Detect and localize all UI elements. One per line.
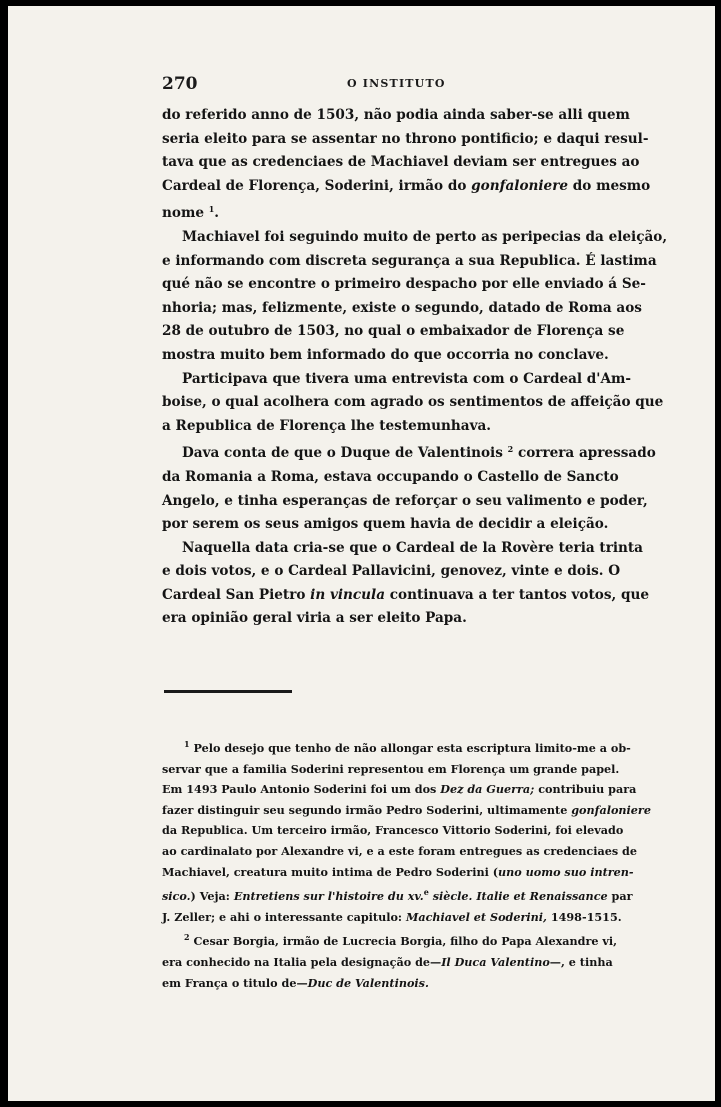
text-line: Cardeal de Florença, Soderini, irmão do gonfaloniere do mesmo xyxy=(162,177,651,194)
footnote-ref: 2 xyxy=(507,444,514,455)
text-line: qué não se encontre o primeiro despacho por elle enviado á Se- xyxy=(162,276,646,293)
running-title: O INSTITUTO xyxy=(347,77,446,90)
text-line: Cardeal San Pietro in vincula continuava a ter tantos votos, que xyxy=(162,586,649,603)
footnote-line: era conhecido na Italia pela designação de—Il Duca Valentino—, e tinha xyxy=(162,954,613,969)
text-line: Machiavel foi seguindo muito de perto as peripecias da eleição, xyxy=(182,228,668,245)
text-line: Participava que tivera uma entrevista com o Cardeal d'Am- xyxy=(182,370,632,387)
footnote-line: da Republica. Um terceiro irmão, Francesco Vittorio Soderini, foi elevado xyxy=(162,823,624,838)
footnote-ref: 1 xyxy=(208,204,215,215)
footnote-line: sico.) Veja: Entretiens sur l'histoire du xv.$^e$ siècle. Italie et Renaissance par xyxy=(162,887,633,904)
text-line: por serem os seus amigos quem havia de decidir a eleição. xyxy=(162,516,609,533)
text-line: nhoria; mas, felizmente, existe o segundo, datado de Roma aos xyxy=(162,299,642,316)
footnote-divider xyxy=(164,690,292,693)
text-line: a Republica de Florença lhe testemunhava. xyxy=(162,417,492,434)
page-header xyxy=(162,74,568,96)
footnote-line: fazer distinguir seu segundo irmão Pedro Soderini, ultimamente gonfaloniere xyxy=(162,802,651,817)
document-page xyxy=(8,6,715,1101)
footnote-line: $^1$ Pelo desejo que tenho de não allongar esta escriptura limito-me a ob- xyxy=(184,739,631,755)
page-number: 270 xyxy=(162,74,198,94)
text-line: e dois votos, e o Cardeal Pallavicini, genovez, vinte e dois. O xyxy=(162,563,621,580)
text-line: Naquella data cria-se que o Cardeal de la Rovère teria trinta xyxy=(182,539,643,556)
footnote-line: Em 1493 Paulo Antonio Soderini foi um dos Dez da Guerra; contribuiu para xyxy=(162,782,637,797)
text-line: Angelo, e tinha esperanças de reforçar o seu valimento e poder, xyxy=(162,492,648,509)
text-line: era opinião geral viria a ser eleito Papa. xyxy=(162,610,467,627)
text-line: da Romania a Roma, estava occupando o Castello de Sancto xyxy=(162,468,619,485)
text-line: seria eleito para se assentar no throno pontificio; e daqui resul- xyxy=(162,130,649,147)
footnote-line: J. Zeller; e ahi o interessante capitulo: Machiavel et Soderini, 1498-1515. xyxy=(162,909,622,924)
footnote-line: servar que a familia Soderini representou em Florença um grande papel. xyxy=(162,761,620,776)
footnote-marker: 1 xyxy=(184,739,190,749)
footnote-line: em França o titulo de—Duc de Valentinois. xyxy=(162,975,429,990)
text-line: boise, o qual acolhera com agrado os sentimentos de affeição que xyxy=(162,394,664,411)
footnote-marker: 2 xyxy=(184,932,190,943)
text-line: tava que as credenciaes de Machiavel deviam ser entregues ao xyxy=(162,154,640,171)
footnote-line: ao cardinalato por Alexandre vi, e a este foram entregues as credenciaes de xyxy=(162,843,637,858)
text-line: do referido anno de 1503, não podia ainda saber-se alli quem xyxy=(162,107,630,123)
text-line: nome $^1$. xyxy=(162,204,220,222)
footnote-line: $^2$ Cesar Borgia, irmão de Lucrecia Borgia, filho do Papa Alexandre vi, xyxy=(184,932,617,949)
text-line: mostra muito bem informado do que occorria no conclave. xyxy=(162,346,609,363)
footnote-line: Machiavel, creatura muito intima de Pedro Soderini (uno uomo suo intren- xyxy=(162,864,634,879)
footnotes xyxy=(162,734,651,993)
text-line: e informando com discreta segurança a sua Republica. É lastima xyxy=(162,252,657,269)
body-text xyxy=(162,104,668,631)
text-line: Dava conta de que o Duque de Valentinois $^2$ correra apressado xyxy=(182,444,656,462)
text-line: 28 de outubro de 1503, no qual o embaixador de Florença se xyxy=(162,323,625,340)
